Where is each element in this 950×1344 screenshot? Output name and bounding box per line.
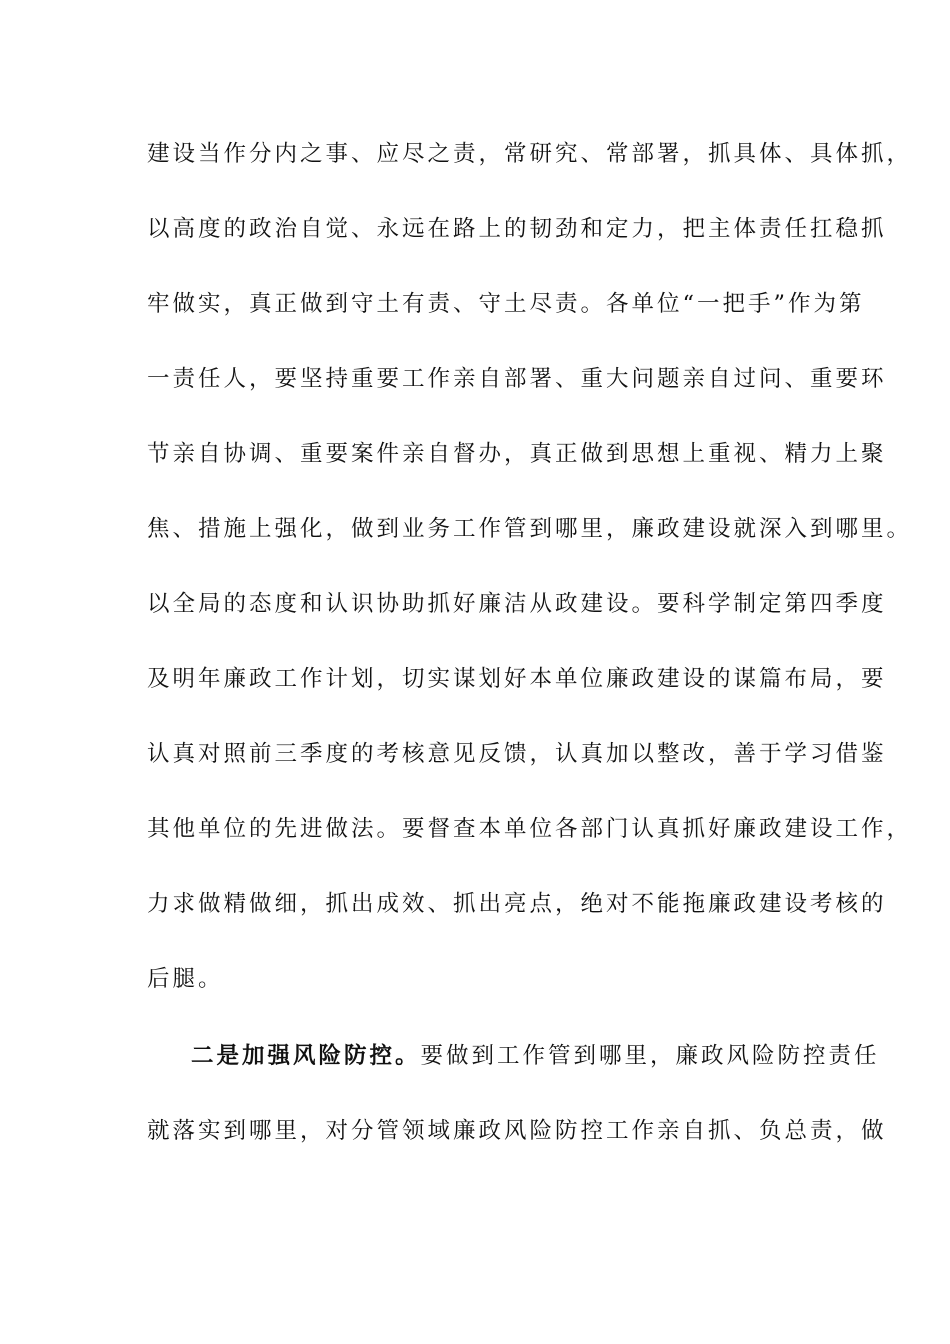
text-line: 一责任人，要坚持重要工作亲自部署、重大问题亲自过问、重要环 xyxy=(147,366,887,392)
heading-line-text: 要做到工作管到哪里，廉政风险防控责任 xyxy=(420,1043,880,1069)
text-line: 以全局的态度和认识协助抓好廉洁从政建设。要科学制定第四季度 xyxy=(147,591,887,617)
text-line: 牢做实，真正做到守土有责、守土尽责。各单位“一把手”作为第 xyxy=(147,291,865,317)
text-line: 及明年廉政工作计划，切实谋划好本单位廉政建设的谋篇布局，要 xyxy=(147,666,887,692)
text-line: 其他单位的先进做法。要督查本单位各部门认真抓好廉政建设工作， xyxy=(147,816,913,842)
text-line: 焦、措施上强化，做到业务工作管到哪里，廉政建设就深入到哪里。 xyxy=(147,516,913,542)
text-line: 建设当作分内之事、应尽之责，常研究、常部署，抓具体、具体抓， xyxy=(147,141,913,167)
text-line: 认真对照前三季度的考核意见反馈，认真加以整改，善于学习借鉴 xyxy=(147,741,887,767)
text-line xyxy=(147,1039,880,1114)
section-paragraph xyxy=(147,1039,887,1189)
text-line: 节亲自协调、重要案件亲自督办，真正做到思想上重视、精力上聚 xyxy=(147,441,887,467)
text-line: 力求做精做细，抓出成效、抓出亮点，绝对不能拖廉政建设考核的 xyxy=(147,891,887,917)
text-line: 就落实到哪里，对分管领域廉政风险防控工作亲自抓、负总责，做 xyxy=(147,1118,887,1144)
body-paragraph xyxy=(147,137,913,1037)
text-line: 以高度的政治自觉、永远在路上的韧劲和定力，把主体责任扛稳抓 xyxy=(147,216,887,242)
section-heading: 二是加强风险防控。 xyxy=(191,1043,421,1069)
text-line: 后腿。 xyxy=(147,966,224,992)
